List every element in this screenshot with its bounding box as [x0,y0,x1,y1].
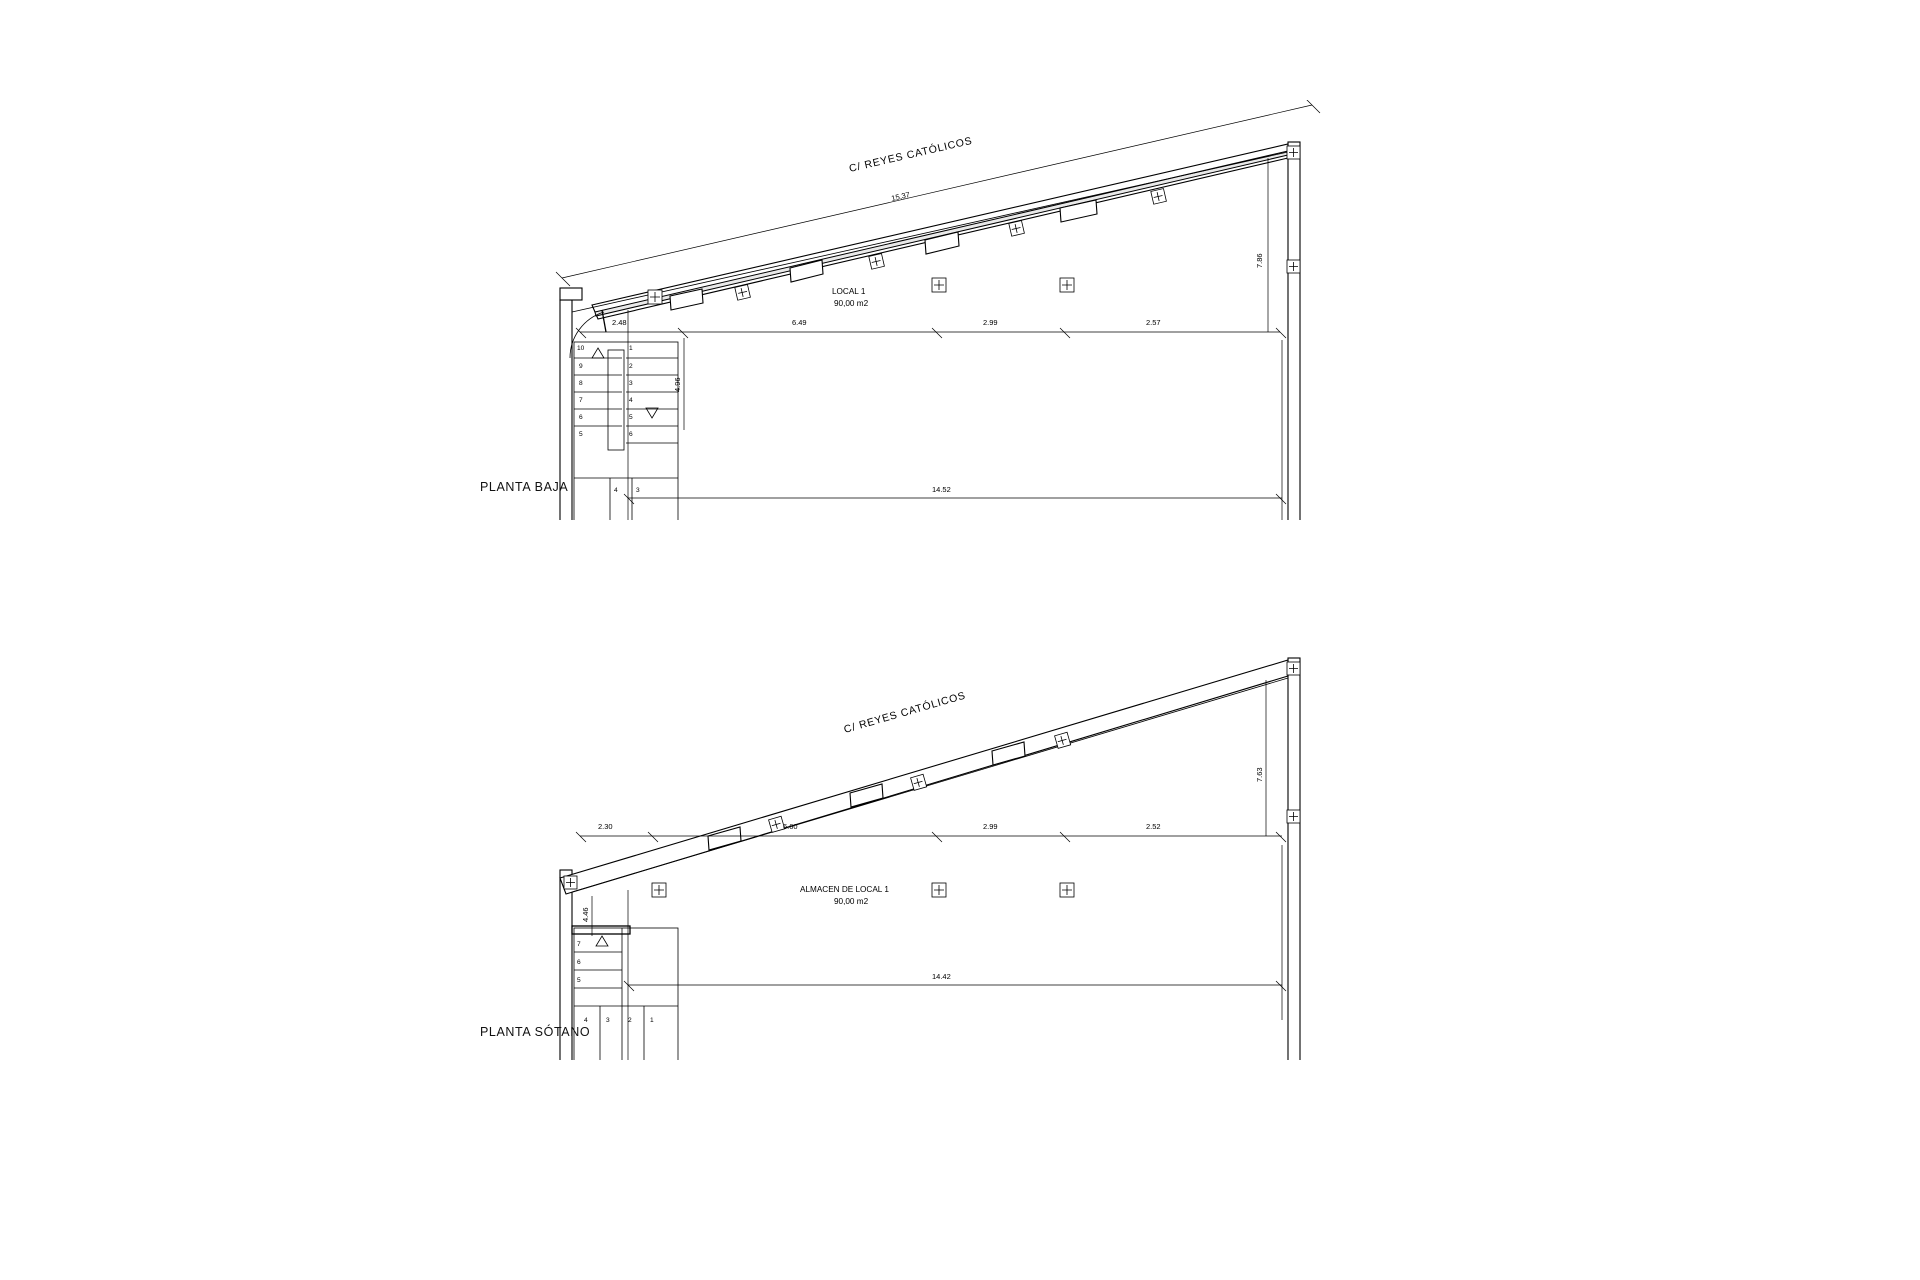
dim-top-0: 2.48 [612,318,627,327]
step-bottom-0-sotano: 4 [584,1017,588,1024]
dim-top-1: 6.49 [792,318,807,327]
step-bottom-2-sotano: 2 [628,1017,632,1024]
step-right-5: 6 [629,431,633,438]
step-right-1: 2 [629,363,633,370]
staircase-planta-sotano [572,926,678,1060]
step-left-0-sotano: 7 [577,941,581,948]
street-label: C/ REYES CATÓLICOS [847,134,974,175]
room-label-almacen [800,885,889,906]
stair-up-arrow [592,348,604,358]
step-left-2-sotano: 5 [577,977,581,984]
dim-bottom-total: 14.52 [932,485,951,494]
step-right-3: 4 [629,397,633,404]
dim-right-vertical: 7.86 [1255,253,1264,268]
dim-top-0-sotano: 2.30 [598,822,613,831]
planta-baja-drawing [540,100,1380,520]
step-left-1-sotano: 6 [577,959,581,966]
room-area-sotano: 90,00 m2 [834,897,869,906]
dimension-stair-vertical [673,338,684,430]
planta-sotano-drawing [540,640,1380,1060]
step-left-4: 6 [579,414,583,421]
dim-top-2: 2.99 [983,318,998,327]
step-bottom-3-sotano: 1 [650,1017,654,1024]
plan-title-planta-sotano: PLANTA SÓTANO [480,1025,591,1039]
stair-up-arrow-sotano [596,936,608,946]
step-right-2: 3 [629,380,633,387]
plan-planta-baja [480,100,1380,520]
step-left-1: 9 [579,363,583,370]
step-right-0: 1 [629,345,633,352]
dim-stair-vertical-sotano: 4.46 [581,907,590,922]
plan-title-planta-baja: PLANTA BAJA [480,480,569,494]
step-left-5: 5 [579,431,583,438]
street-label-sotano: C/ REYES CATÓLICOS [842,689,968,736]
wall-axis-markers [564,146,1300,520]
dimension-stair-vertical-sotano [581,896,592,936]
staircase-planta-baja [574,342,678,520]
dim-top-2-sotano: 2.99 [983,822,998,831]
stair-down-arrow [646,408,658,418]
room-name: LOCAL 1 [832,287,866,296]
dimension-bottom-total-sotano [624,845,1286,1060]
room-label-local-1 [832,287,869,308]
room-name-sotano: ALMACEN DE LOCAL 1 [800,885,889,894]
plan-planta-sotano [480,640,1380,1060]
dim-top-1-sotano: 6.60 [783,822,798,831]
dimension-chain-top [576,318,1286,338]
step-left-3: 7 [579,397,583,404]
dim-bottom-total-sotano: 14.42 [932,972,951,981]
dimension-chain-top-sotano [576,822,1286,842]
step-bottom-0: 4 [614,487,618,494]
dim-right-vertical-sotano: 7.63 [1255,767,1264,782]
dimension-right-vertical [1255,158,1268,332]
dim-top-3-sotano: 2.52 [1146,822,1161,831]
step-left-0: 10 [577,345,585,352]
dimension-bottom-total [624,310,1286,520]
street-dimension [556,100,1320,286]
step-bottom-1-sotano: 3 [606,1017,610,1024]
dim-top-3: 2.57 [1146,318,1161,327]
step-right-4: 5 [629,414,633,421]
step-left-2: 8 [579,380,583,387]
step-bottom-1: 3 [636,487,640,494]
room-area: 90,00 m2 [834,299,869,308]
dim-stair-vertical: 4.96 [673,377,682,392]
dimension-right-vertical-sotano [1255,680,1266,836]
dim-street-front: 15,37 [890,189,911,203]
